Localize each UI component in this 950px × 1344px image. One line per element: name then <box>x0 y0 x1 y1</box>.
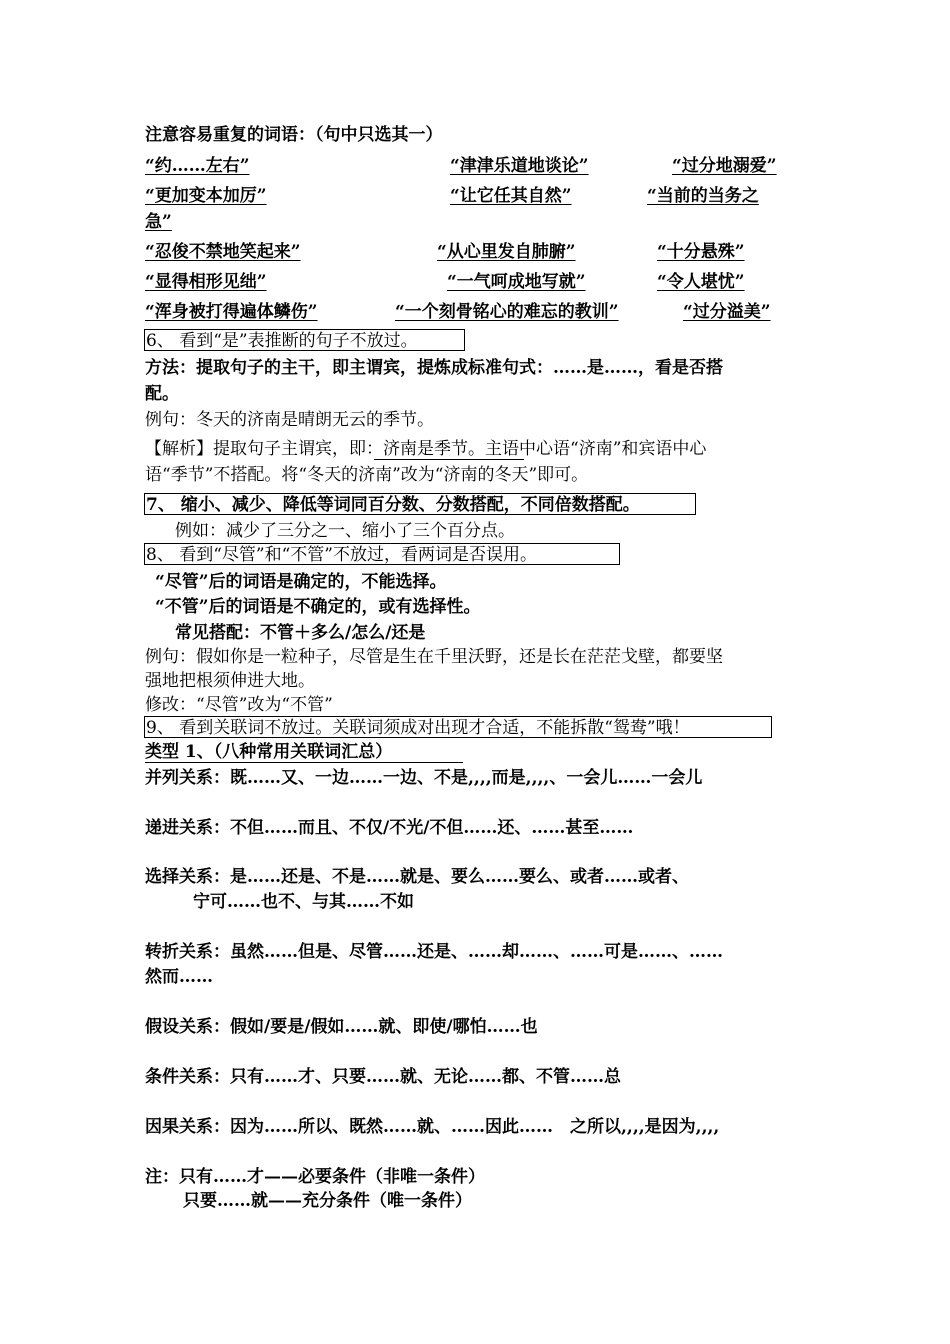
example-sentence: 强地把根须伸进大地。 <box>145 671 315 691</box>
relation-line: 并列关系：既……又、一边……一边、不是,,,,而是,,,,、一会儿……一会儿 <box>145 768 703 788</box>
type-heading: 类型 1、（八种常用关联词汇总） <box>145 742 393 762</box>
repeat-item: “过分地溺爱” <box>672 156 777 176</box>
repeat-item: “显得相形见绌” <box>145 272 267 292</box>
repeat-section-title: 注意容易重复的词语：（句中只选其一） <box>145 125 443 145</box>
section-8-heading: 8、 看到“尽管”和“不管”不放过，看两词是否误用。 <box>146 545 537 565</box>
relation-line: 宁可……也不、与其……不如 <box>193 892 414 912</box>
repeat-item-continued: 急” <box>145 212 172 232</box>
relation-line: 假设关系：假如/要是/假如……就、即使/哪怕……也 <box>145 1017 538 1037</box>
relation-line: 递进关系：不但……而且、不仅/不光/不但……还、……甚至…… <box>145 818 634 838</box>
repeat-item: “一气呵成地写就” <box>447 272 586 292</box>
repeat-item: “让它任其自然” <box>450 186 572 206</box>
repeat-item: “更加变本加厉” <box>145 186 267 206</box>
relation-line: 条件关系：只有……才、只要……就、无论……都、不管……总 <box>145 1067 621 1087</box>
example-sentence: 例句：冬天的济南是晴朗无云的季节。 <box>145 410 434 430</box>
relation-line: 转折关系：虽然……但是、尽管……还是、……却……、……可是……、…… <box>145 942 723 962</box>
repeat-item: “从心里发自肺腑” <box>437 242 576 262</box>
repeat-item: “忍俊不禁地笑起来” <box>145 242 301 262</box>
repeat-item: “十分悬殊” <box>657 242 745 262</box>
correction-text: 修改：“尽管”改为“不管” <box>145 695 333 715</box>
rule-text: “尽管”后的词语是确定的，不能选择。 <box>155 572 447 592</box>
section-6-heading: 6、 看到“是”表推断的句子不放过。 <box>146 331 418 351</box>
repeat-item: “一个刻骨铭心的难忘的教训” <box>395 302 619 322</box>
repeat-item: “浑身被打得遍体鳞伤” <box>145 302 318 322</box>
repeat-item: “津津乐道地谈论” <box>450 156 589 176</box>
note-line: 只要……就——充分条件（唯一条件） <box>183 1191 472 1211</box>
relation-line: 然而…… <box>145 967 213 987</box>
method-text: 配。 <box>145 384 179 404</box>
relation-line: 选择关系：是……还是、不是……就是、要么……要么、或者……或者、 <box>145 867 689 887</box>
method-text: 方法：提取句子的主干，即主谓宾，提炼成标准句式：……是……，看是否搭 <box>145 358 723 378</box>
section-9-heading: 9、 看到关联词不放过。关联词须成对出现才合适，不能拆散“鸳鸯”哦！ <box>146 718 690 738</box>
repeat-item: “令人堪忧” <box>657 272 745 292</box>
repeat-item: “当前的当务之 <box>647 186 759 206</box>
rule-text: 常见搭配：不管＋多么/怎么/还是 <box>175 623 426 643</box>
relation-line: 因果关系：因为……所以、既然……就、……因此…… 之所以,,,,是因为,,,, <box>145 1117 720 1137</box>
repeat-item: “过分溢美” <box>683 302 771 322</box>
type-heading-underline <box>145 762 463 763</box>
section-7-heading: 7、 缩小、减少、降低等词同百分数、分数搭配，不同倍数搭配。 <box>146 495 640 515</box>
analysis-text: 【解析】提取句子主谓宾，即：济南是季节。主语中心语“济南”和宾语中心 <box>145 439 707 459</box>
analysis-text: 语“季节”不搭配。将“冬天的济南”改为“济南的冬天”即可。 <box>145 465 589 485</box>
repeat-item: “约……左右” <box>145 156 250 176</box>
example-sentence: 例如：减少了三分之一、缩小了三个百分点。 <box>175 521 515 541</box>
note-line: 注：只有……才——必要条件（非唯一条件） <box>145 1167 485 1187</box>
rule-text: “不管”后的词语是不确定的，或有选择性。 <box>155 597 481 617</box>
example-sentence: 例句：假如你是一粒种子，尽管是生在千里沃野，还是长在茫茫戈壁，都要坚 <box>145 647 723 667</box>
analysis-underline <box>374 459 524 460</box>
